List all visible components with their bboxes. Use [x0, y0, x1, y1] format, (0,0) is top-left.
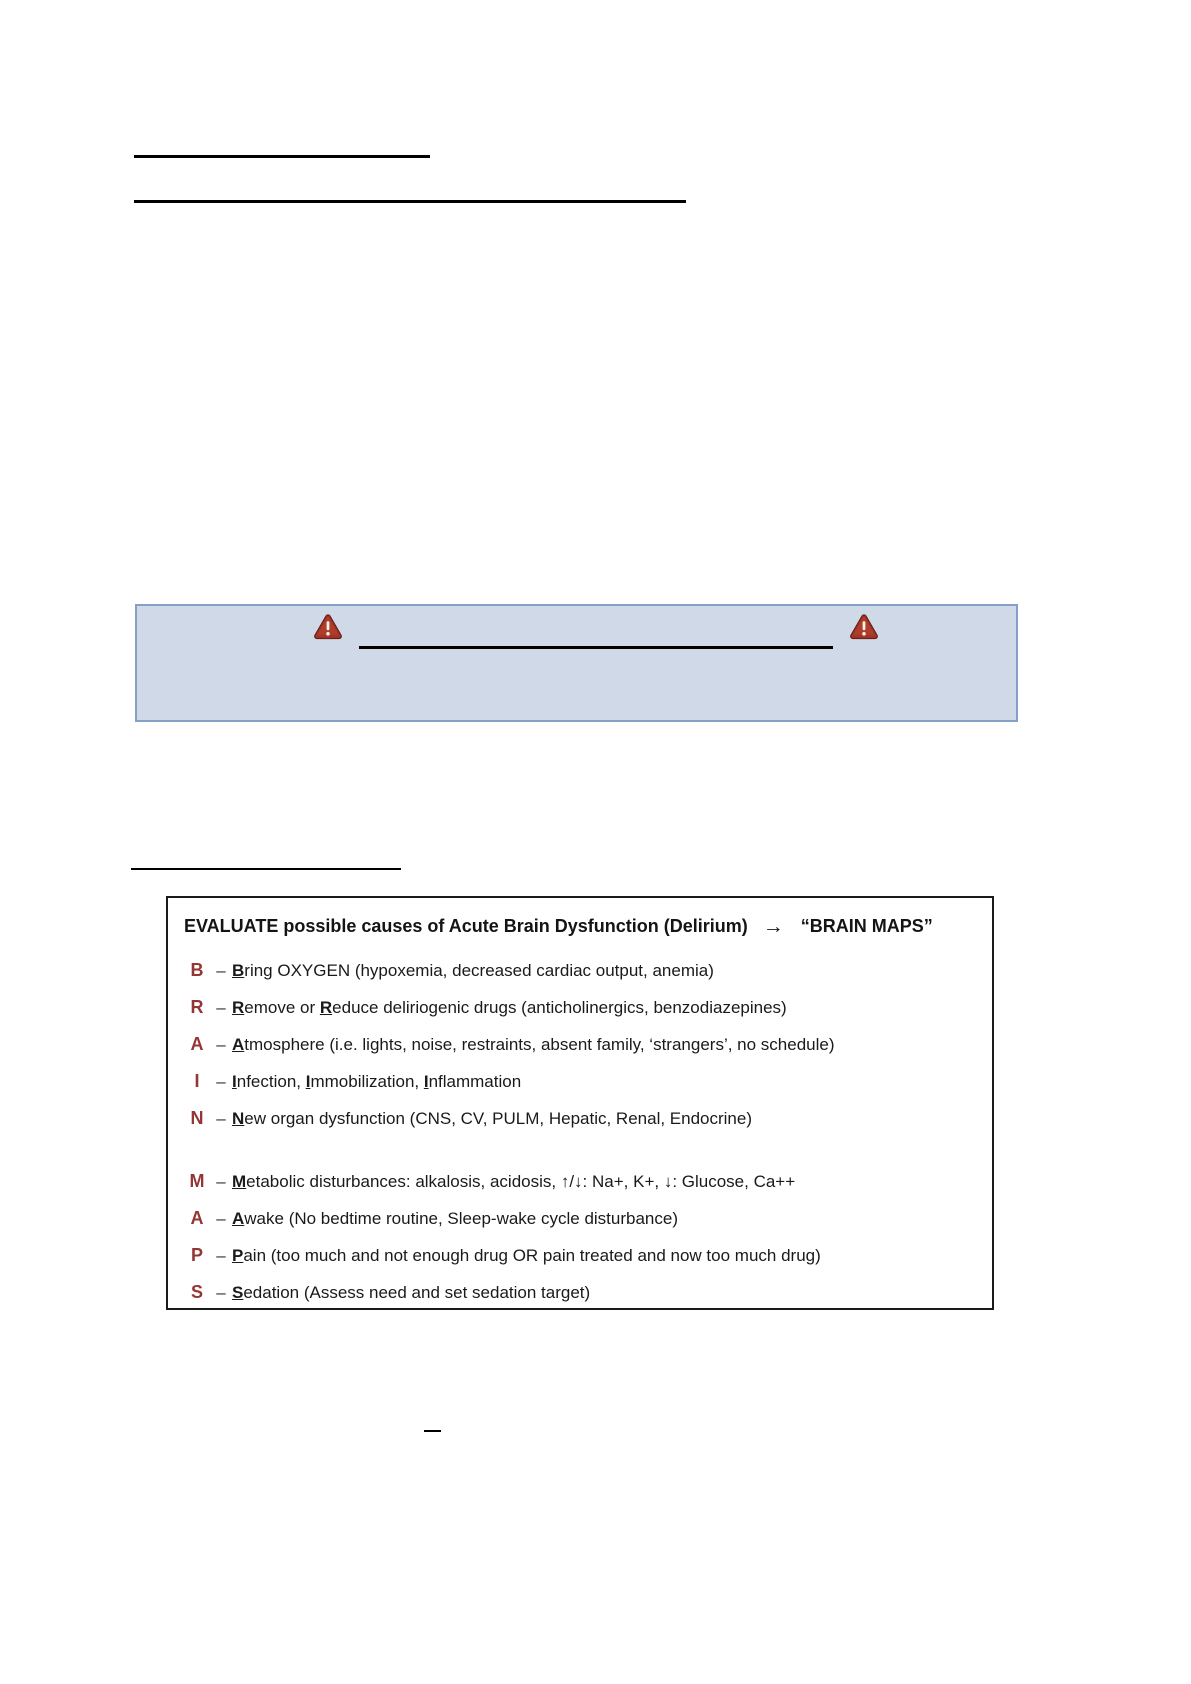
- evaluate-title-text: EVALUATE possible causes of Acute Brain Dysfunction (Delirium): [184, 916, 748, 936]
- mnemonic-dash: –: [216, 1109, 226, 1128]
- mnemonic-dash: –: [216, 1209, 226, 1228]
- warning-icon: [313, 613, 343, 640]
- mnemonic-dash: –: [216, 1035, 226, 1054]
- mnemonic-letter: A: [190, 1034, 204, 1054]
- mnemonic-row: [184, 989, 976, 1026]
- mnemonic-letter: I: [194, 1071, 200, 1091]
- mnemonic-dash: –: [216, 1283, 226, 1302]
- mnemonic-text: Atmosphere (i.e. lights, noise, restraints, absent family, ‘strangers’, no schedule): [232, 1035, 835, 1054]
- key-letter: N: [232, 1109, 245, 1128]
- mnemonic-dash: –: [216, 961, 226, 980]
- mnemonic-row: [184, 1063, 976, 1100]
- blank-underline-heading: [131, 868, 401, 870]
- blank-underline-short: [134, 155, 430, 158]
- key-letter: I: [305, 1072, 311, 1091]
- mnemonic-text: Remove or Reduce deliriogenic drugs (anticholinergics, benzodiazepines): [232, 998, 787, 1017]
- key-letter: R: [319, 998, 333, 1017]
- mnemonic-row: [184, 1237, 976, 1274]
- mnemonic-row: [184, 1163, 976, 1200]
- key-letter: S: [232, 1283, 244, 1302]
- key-letter: R: [232, 998, 245, 1017]
- mnemonic-letter: S: [190, 1282, 203, 1302]
- key-letter: I: [423, 1072, 429, 1091]
- mnemonic-dash: –: [216, 1246, 226, 1265]
- mnemonic-text: Pain (too much and not enough drug OR pain treated and now too much drug): [232, 1246, 821, 1265]
- mnemonic-text: Sedation (Assess need and set sedation target): [232, 1283, 591, 1302]
- mnemonic-dash: –: [216, 998, 226, 1017]
- mnemonic-text: Bring OXYGEN (hypoxemia, decreased cardiac output, anemia): [232, 961, 714, 980]
- mnemonic-row: [184, 952, 976, 989]
- mnemonic-text: Awake (No bedtime routine, Sleep-wake cycle disturbance): [232, 1209, 678, 1228]
- key-letter: M: [232, 1172, 247, 1191]
- mnemonic-row: [184, 1200, 976, 1237]
- mnemonic-letter: B: [190, 960, 204, 980]
- mnemonic-list: [184, 952, 976, 1310]
- mnemonic-row: [184, 1100, 976, 1137]
- mnemonic-letter: R: [190, 997, 204, 1017]
- warning-icon: [849, 613, 879, 640]
- warning-banner: [135, 604, 1018, 722]
- mnemonic-letter: P: [190, 1245, 203, 1265]
- mnemonic-dash: –: [216, 1072, 226, 1091]
- evaluate-title: [184, 914, 976, 938]
- key-letter: P: [232, 1246, 244, 1265]
- mnemonic-dash: –: [216, 1172, 226, 1191]
- brain-maps-box: [166, 896, 994, 1310]
- footer-dash: [424, 1430, 441, 1432]
- mnemonic-letter: M: [189, 1171, 205, 1191]
- mnemonic-letter: N: [190, 1108, 204, 1128]
- mnemonic-text: New organ dysfunction (CNS, CV, PULM, Hepatic, Renal, Endocrine): [232, 1109, 752, 1128]
- mnemonic-row: [184, 1274, 976, 1310]
- mnemonic-row: [184, 1026, 976, 1063]
- warning-blank-underline: [359, 646, 833, 649]
- mnemonic-text: Infection, Immobilization, Inflammation: [232, 1072, 522, 1091]
- mnemonic-text: Metabolic disturbances: alkalosis, acidosis, ↑/↓: Na+, K+, ↓: Glucose, Ca++: [232, 1172, 796, 1191]
- key-letter: I: [232, 1072, 237, 1091]
- key-letter: A: [232, 1035, 245, 1054]
- blank-underline-long: [134, 200, 686, 203]
- mnemonic-letter: A: [190, 1208, 204, 1228]
- key-letter: B: [232, 961, 245, 980]
- arrow-icon: →: [762, 915, 784, 938]
- key-letter: A: [232, 1209, 245, 1228]
- brain-maps-label: “BRAIN MAPS”: [800, 916, 933, 936]
